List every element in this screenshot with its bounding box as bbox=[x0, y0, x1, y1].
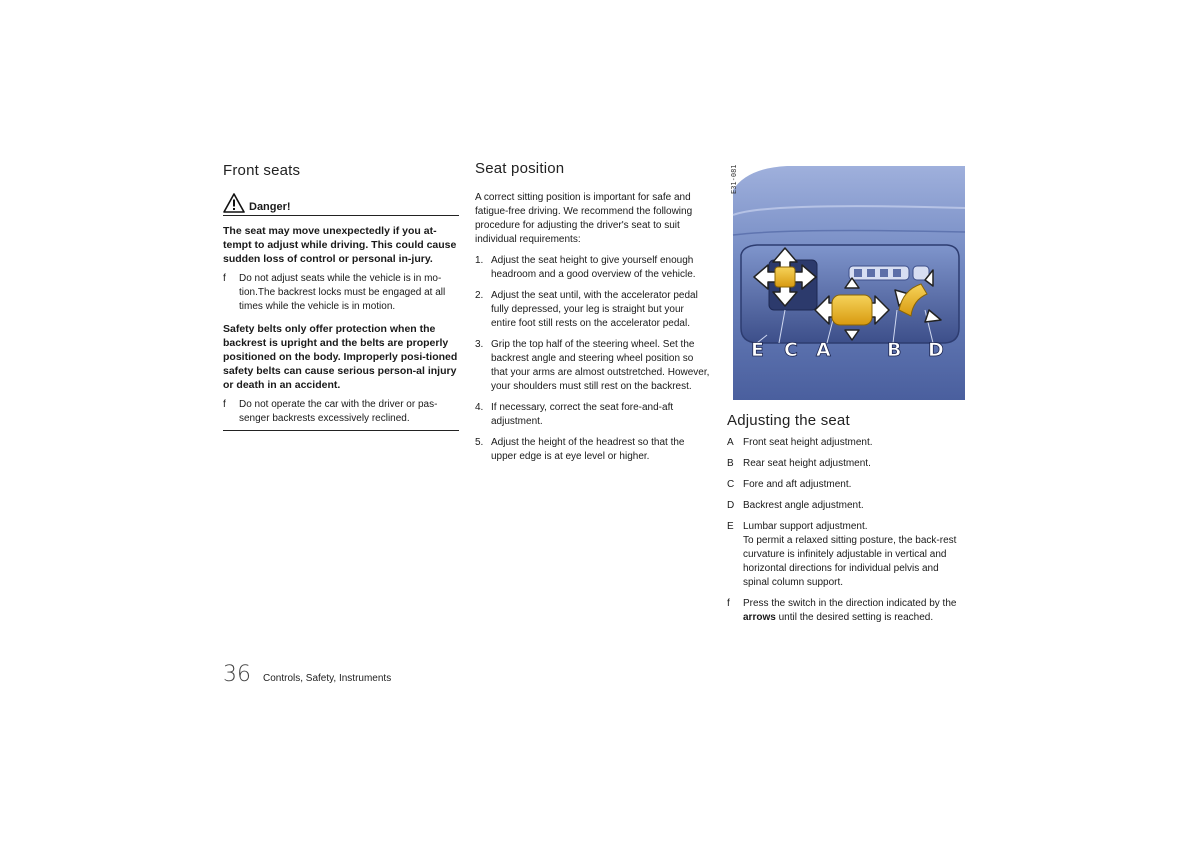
adjustment-text: Front seat height adjustment. bbox=[743, 437, 873, 448]
instruction-item bbox=[223, 398, 459, 426]
adjustment-text: Rear seat height adjustment. bbox=[743, 458, 871, 469]
photo-label-d: D bbox=[928, 339, 944, 361]
instruction-item bbox=[223, 272, 459, 314]
adjusting-seat-heading: Adjusting the seat bbox=[727, 412, 850, 429]
step-number: 5. bbox=[475, 437, 484, 448]
photo-label-b: B bbox=[887, 339, 902, 361]
step-item bbox=[475, 436, 711, 464]
step-number: 4. bbox=[475, 402, 484, 413]
adjustment-item bbox=[727, 499, 965, 513]
page-footer bbox=[223, 662, 391, 687]
adjustment-list bbox=[727, 436, 965, 625]
press-switch-text bbox=[743, 597, 965, 625]
arrows-emphasis: arrows bbox=[743, 612, 776, 623]
page-number: 36 bbox=[223, 662, 251, 687]
step-item bbox=[475, 254, 711, 282]
step-text: Adjust the seat until, with the accelerator pedal fully depressed, your leg is straight but your entire foot still rests on the accelerator pedal. bbox=[491, 290, 698, 329]
front-seats-heading: Front seats bbox=[223, 162, 301, 179]
step-item bbox=[475, 401, 711, 429]
step-text: Adjust the seat height to give yourself enough headroom and a good overview of the vehicle. bbox=[491, 255, 696, 280]
bullet-marker: f bbox=[727, 598, 730, 609]
adjustment-letter: D bbox=[727, 500, 735, 511]
photo-label-e: E bbox=[751, 339, 764, 361]
step-number: 1. bbox=[475, 255, 484, 266]
adjustment-letter: C bbox=[727, 479, 735, 490]
danger-header bbox=[223, 191, 459, 216]
adjustment-letter: A bbox=[727, 437, 734, 448]
adjustment-text-block bbox=[743, 520, 965, 590]
step-text: Grip the top half of the steering wheel. Set the backrest angle and steering wheel position so that your arms are almost outstretched. However, your shoulders must still rest on the backrest. bbox=[491, 339, 710, 392]
warning-end-rule bbox=[223, 430, 459, 431]
adjustment-text: Backrest angle adjustment. bbox=[743, 500, 864, 511]
adjustment-text: Fore and aft adjustment. bbox=[743, 479, 852, 490]
step-text: If necessary, correct the seat fore-and-aft adjustment. bbox=[491, 402, 674, 427]
adjustment-item bbox=[727, 436, 965, 450]
step-number: 2. bbox=[475, 290, 484, 301]
warning-triangle-icon bbox=[223, 193, 245, 213]
adjustment-text: Lumbar support adjustment. bbox=[743, 521, 868, 532]
step-item bbox=[475, 338, 711, 394]
instruction-text: Do not operate the car with the driver or pas-senger backrests excessively reclined. bbox=[239, 399, 438, 424]
adjustment-item bbox=[727, 457, 965, 471]
warning-safety-belts: Safety belts only offer protection when the backrest is upright and the belts are properly positioned on the body. Improperly posi-tioned safety belts can cause serious person-al injury or death in an accident. bbox=[223, 323, 458, 391]
adjustment-letter: E bbox=[727, 521, 734, 532]
footer-section-title: Controls, Safety, Instruments bbox=[263, 673, 392, 684]
photo-label-c: C bbox=[784, 339, 798, 361]
photo-label-a: A bbox=[816, 339, 831, 361]
adjustment-item bbox=[727, 520, 965, 590]
warning-sudden-movement: The seat may move unexpectedly if you at-tempt to adjust while driving. This could cause sudden loss of control or personal in-jury. bbox=[223, 225, 457, 265]
seat-position-intro: A correct sitting position is important for safe and fatigue-free driving. We recommend the following procedure for adjusting the driver's seat to suit individual requirements: bbox=[475, 192, 693, 245]
danger-label: Danger! bbox=[249, 201, 291, 213]
seat-controls-photo bbox=[727, 160, 965, 400]
press-switch-instruction bbox=[727, 597, 965, 625]
instruction-text: Do not adjust seats while the vehicle is in mo-tion.The backrest locks must be engaged at all times while the vehicle is in motion. bbox=[239, 273, 446, 312]
front-seats-column bbox=[223, 160, 459, 431]
bullet-marker: f bbox=[223, 273, 226, 284]
adjustment-letter: B bbox=[727, 458, 734, 469]
adjusting-seat-column bbox=[727, 160, 965, 625]
seat-position-column bbox=[475, 160, 711, 464]
lumbar-description: To permit a relaxed sitting posture, the back-rest curvature is infinitely adjustable in vertical and horizontal directions for individual pelvis and spinal column support. bbox=[743, 535, 957, 588]
press-switch-text-end: until the desired setting is reached. bbox=[775, 612, 934, 623]
adjustment-item bbox=[727, 478, 965, 492]
seat-controls-illustration bbox=[727, 160, 965, 400]
step-number: 3. bbox=[475, 339, 484, 350]
seat-position-heading: Seat position bbox=[475, 160, 565, 177]
step-text: Adjust the height of the headrest so that the upper edge is at eye level or higher. bbox=[491, 437, 685, 462]
bullet-marker: f bbox=[223, 399, 226, 410]
steps-list bbox=[475, 254, 711, 464]
image-code: E31-081 bbox=[730, 164, 738, 194]
press-switch-text-start: Press the switch in the direction indicated by the bbox=[743, 598, 957, 609]
step-item bbox=[475, 289, 711, 331]
